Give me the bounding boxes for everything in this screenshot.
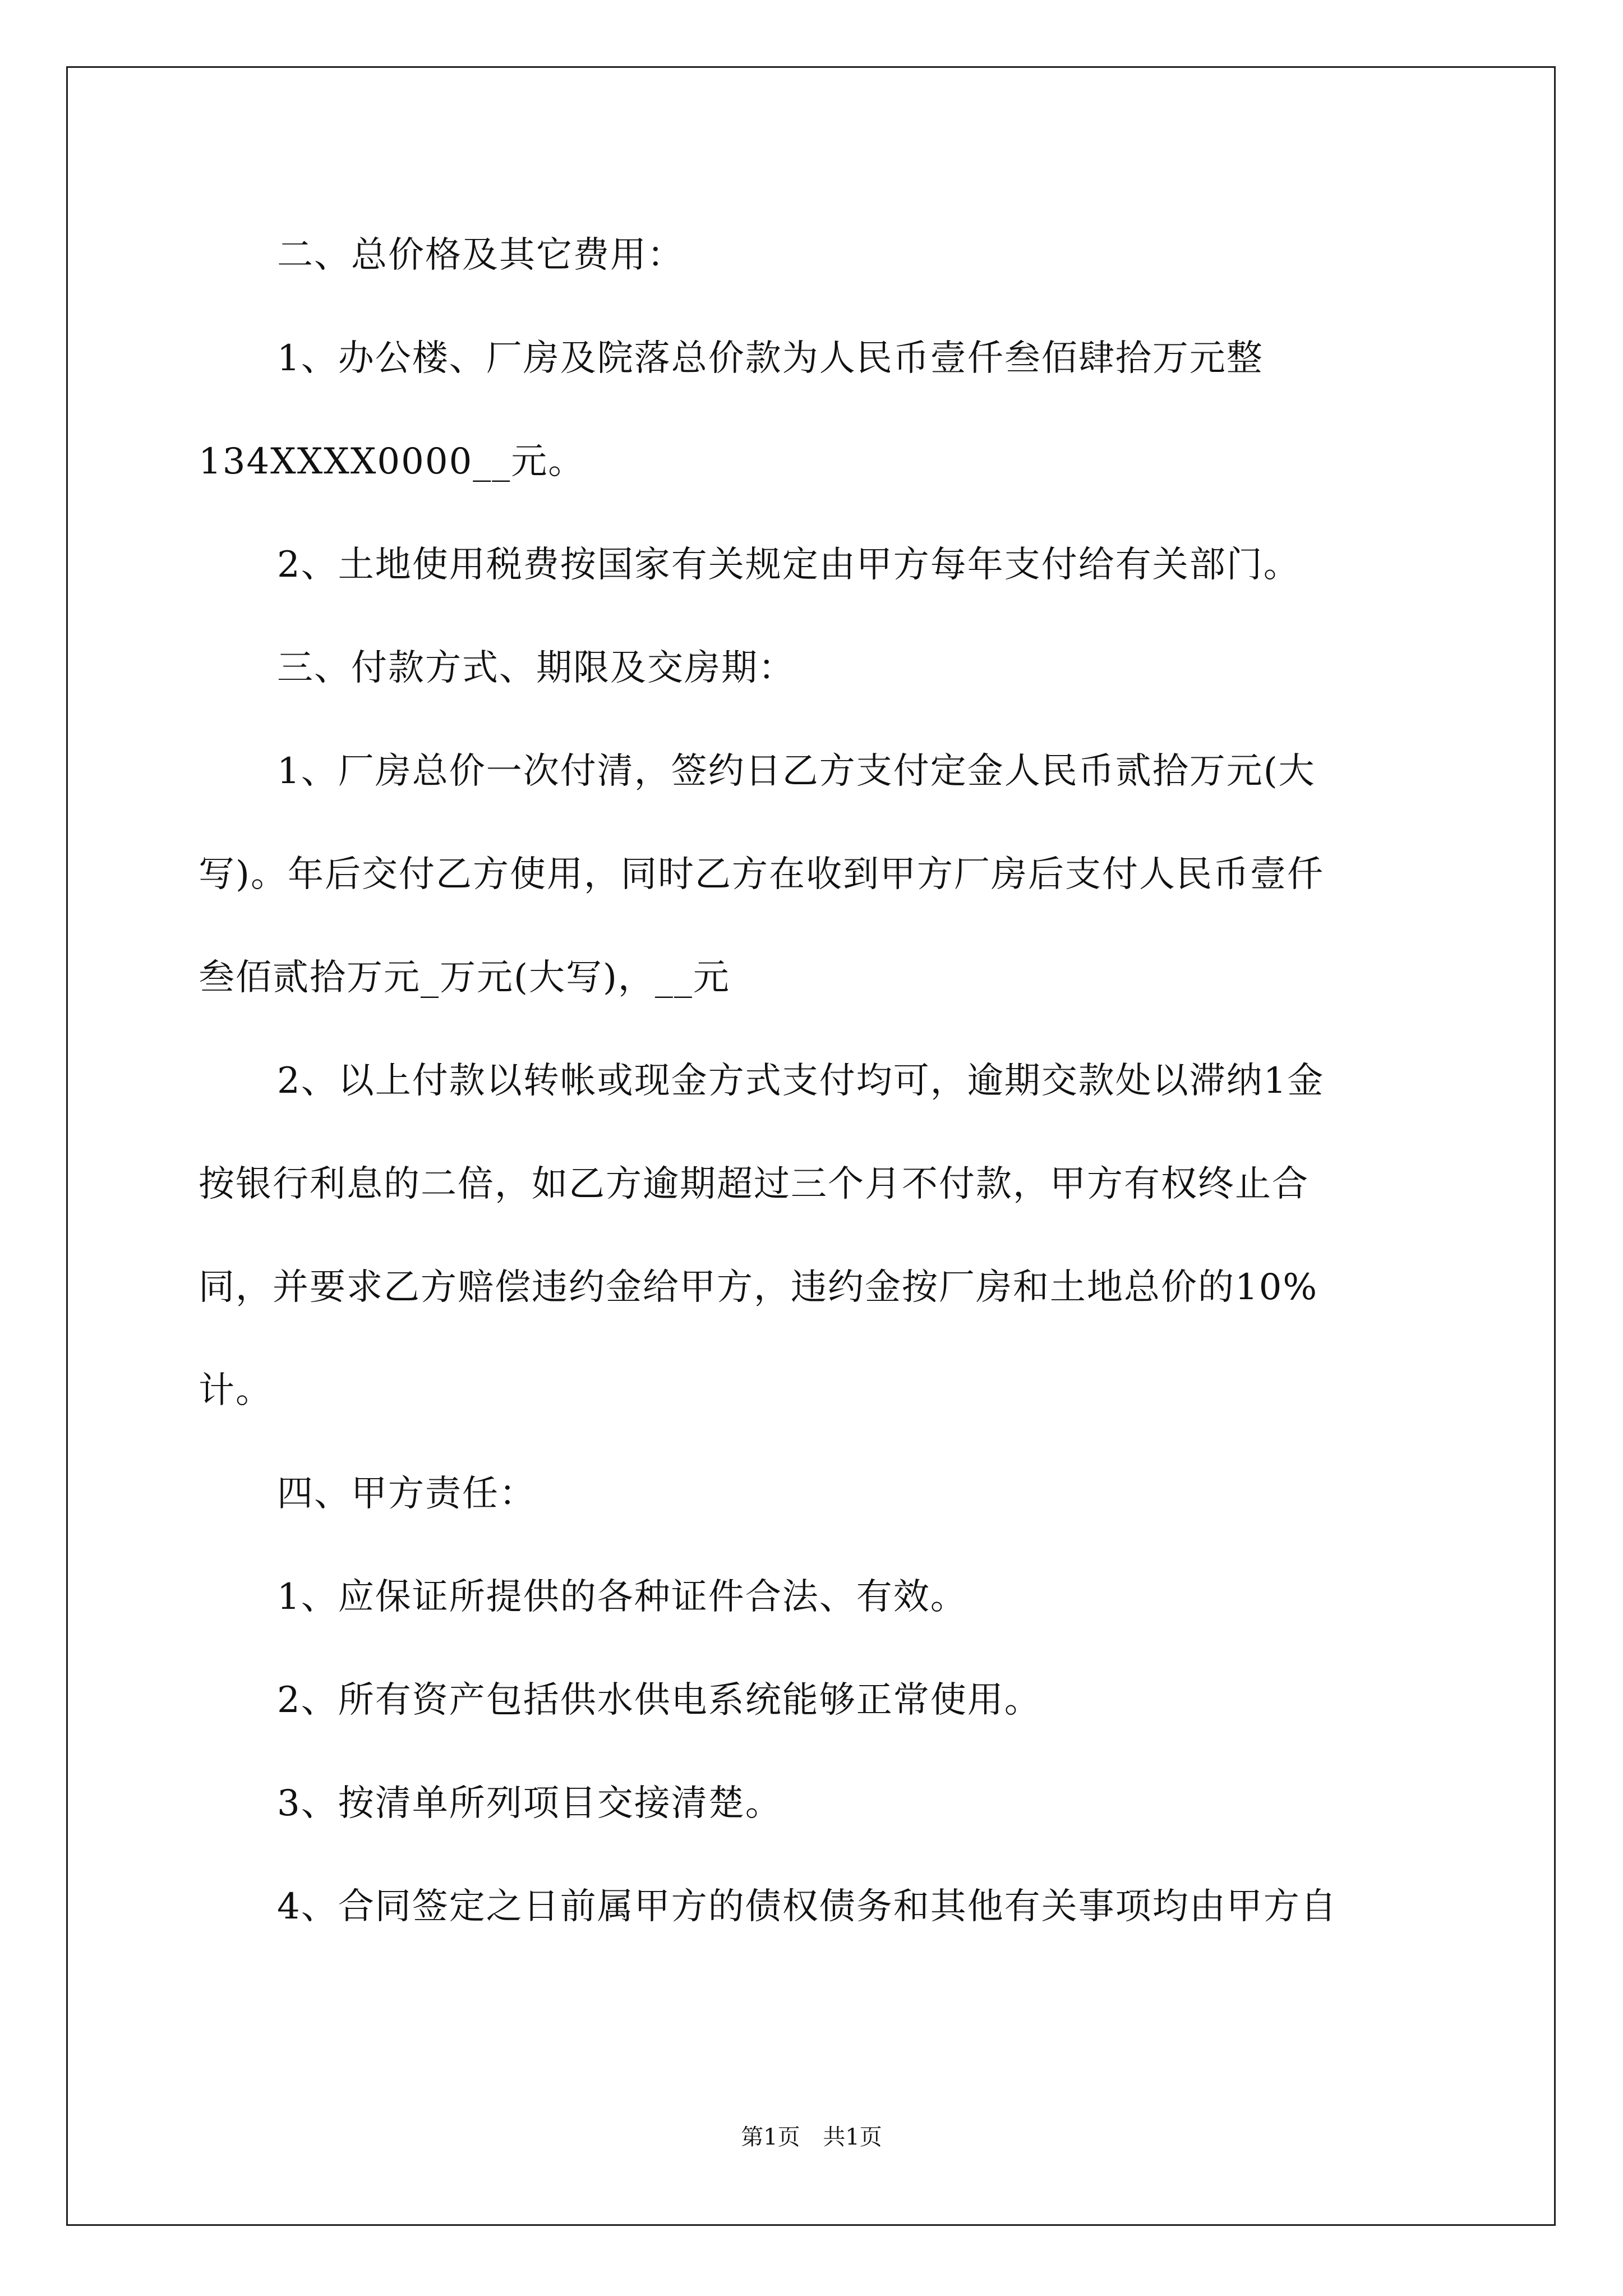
paragraph-line: 1、办公楼、厂房及院落总价款为人民币壹仟叁佰肆拾万元整 bbox=[277, 338, 1264, 379]
paragraph-line: 2、所有资产包括供水供电系统能够正常使用。 bbox=[277, 1680, 1041, 1721]
paragraph-line: 1、应保证所提供的各种证件合法、有效。 bbox=[277, 1576, 967, 1618]
paragraph-line: 1、厂房总价一次付清，签约日乙方支付定金人民币贰拾万元(大 bbox=[277, 751, 1316, 792]
page-footer bbox=[0, 2120, 1623, 2154]
section-heading-4: 四、甲方责任： bbox=[277, 1473, 536, 1515]
page-number-total: 共1页 bbox=[823, 2124, 882, 2150]
paragraph-line: 叁佰贰拾万元_万元(大写)，__元 bbox=[199, 957, 730, 999]
paragraph-line: 计。 bbox=[199, 1370, 273, 1411]
paragraph-line: 同，并要求乙方赔偿违约金给甲方，违约金按厂房和土地总价的10% bbox=[199, 1267, 1318, 1308]
paragraph-line: 4、合同签定之日前属甲方的债权债务和其他有关事项均由甲方自 bbox=[277, 1886, 1338, 1927]
paragraph-line: 3、按清单所列项目交接清楚。 bbox=[277, 1783, 782, 1824]
paragraph-line: 按银行利息的二倍，如乙方逾期超过三个月不付款，甲方有权终止合 bbox=[199, 1163, 1309, 1205]
section-heading-3: 三、付款方式、期限及交房期： bbox=[277, 647, 795, 689]
page-number-current: 第1页 bbox=[741, 2124, 800, 2150]
paragraph-line: 134XXXX0000__元。 bbox=[199, 441, 585, 482]
paragraph-line: 2、土地使用税费按国家有关规定由甲方每年支付给有关部门。 bbox=[277, 544, 1301, 586]
section-heading-2: 二、总价格及其它费用： bbox=[277, 234, 684, 276]
document-body bbox=[199, 0, 1432, 2019]
paragraph-line: 写)。年后交付乙方使用，同时乙方在收到甲方厂房后支付人民币壹仟 bbox=[199, 854, 1324, 895]
paragraph-line: 2、以上付款以转帐或现金方式支付均可，逾期交款处以滞纳1金 bbox=[277, 1060, 1325, 1102]
